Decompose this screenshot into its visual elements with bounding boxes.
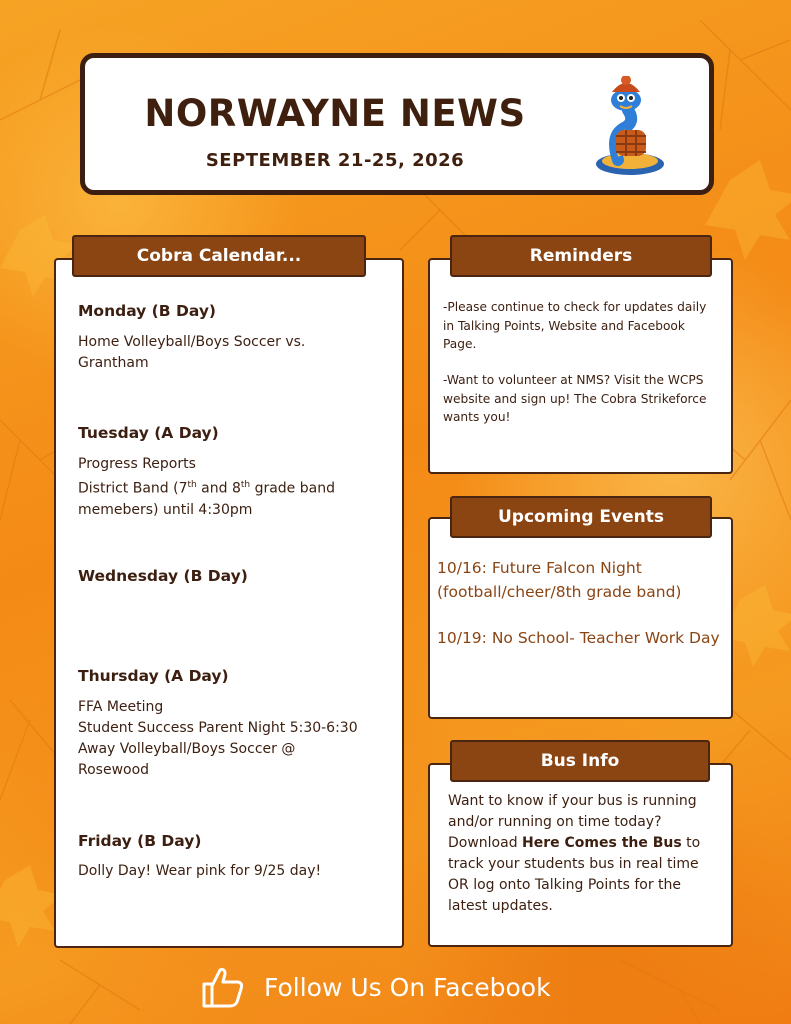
tuesday-band-line: District Band (7th and 8th grade band	[78, 480, 335, 497]
thursday-event-line: Rosewood	[78, 762, 150, 778]
thursday-events	[78, 697, 398, 781]
bus-info-text	[448, 791, 716, 917]
bus-info-line: Want to know if your bus is running and/or running on time today?	[448, 793, 697, 830]
reminder-2: -Want to volunteer at NMS? Visit the WCPS website and sign up! The Cobra Strikeforce wants you!	[443, 373, 707, 424]
thursday-title: Thursday (A Day)	[78, 667, 229, 685]
friday-events	[78, 861, 398, 882]
tuesday-event-line: Progress Reports	[78, 456, 196, 472]
bus-info-heading: Bus Info	[450, 740, 710, 782]
monday-event-line: Home Volleyball/Boys Soccer vs.	[78, 334, 306, 350]
thumbs-up-icon	[200, 964, 246, 1010]
event-1: 10/16: Future Falcon Night (football/cheer/8th grade band)	[437, 559, 682, 601]
calendar-heading: Cobra Calendar...	[72, 235, 366, 277]
reminders-panel	[428, 258, 733, 474]
monday-events	[78, 332, 378, 374]
wednesday-title: Wednesday (B Day)	[78, 567, 248, 585]
reminders-heading: Reminders	[450, 235, 712, 277]
friday-event-line: Dolly Day! Wear pink for 9/25 day!	[78, 863, 322, 879]
bus-download-line: Download Here Comes the Bus to track your students bus in real time OR log onto Talking Points for the latest updates.	[448, 835, 701, 914]
tuesday-title: Tuesday (A Day)	[78, 424, 219, 442]
monday-title: Monday (B Day)	[78, 302, 217, 320]
facebook-follow-link[interactable]	[200, 962, 551, 1012]
facebook-follow-text[interactable]: Follow Us On Facebook	[264, 972, 551, 1002]
upcoming-events-panel	[428, 517, 733, 719]
bus-info-panel	[428, 763, 733, 947]
cobra-mascot-icon	[590, 76, 670, 176]
thursday-event-line: FFA Meeting	[78, 699, 164, 715]
monday-event-line: Grantham	[78, 355, 149, 371]
upcoming-events-heading: Upcoming Events	[450, 496, 712, 538]
tuesday-event-line: memebers) until 4:30pm	[78, 501, 253, 518]
newsletter-title: NORWAYNE NEWS	[144, 92, 526, 135]
event-2: 10/19: No School- Teacher Work Day	[437, 629, 720, 647]
thursday-event-line: Away Volleyball/Boys Soccer @	[78, 741, 296, 757]
calendar-panel	[54, 258, 404, 948]
bus-app-name: Here Comes the Bus	[522, 835, 682, 851]
header-banner	[80, 53, 714, 195]
date-range: SEPTEMBER 21-25, 2026	[205, 150, 465, 171]
reminder-1: -Please continue to check for updates daily in Talking Points, Website and Facebook Page.	[443, 300, 707, 351]
tuesday-events	[78, 454, 398, 521]
thursday-event-line: Student Success Parent Night 5:30-6:30	[78, 720, 358, 736]
friday-title: Friday (B Day)	[78, 832, 202, 850]
